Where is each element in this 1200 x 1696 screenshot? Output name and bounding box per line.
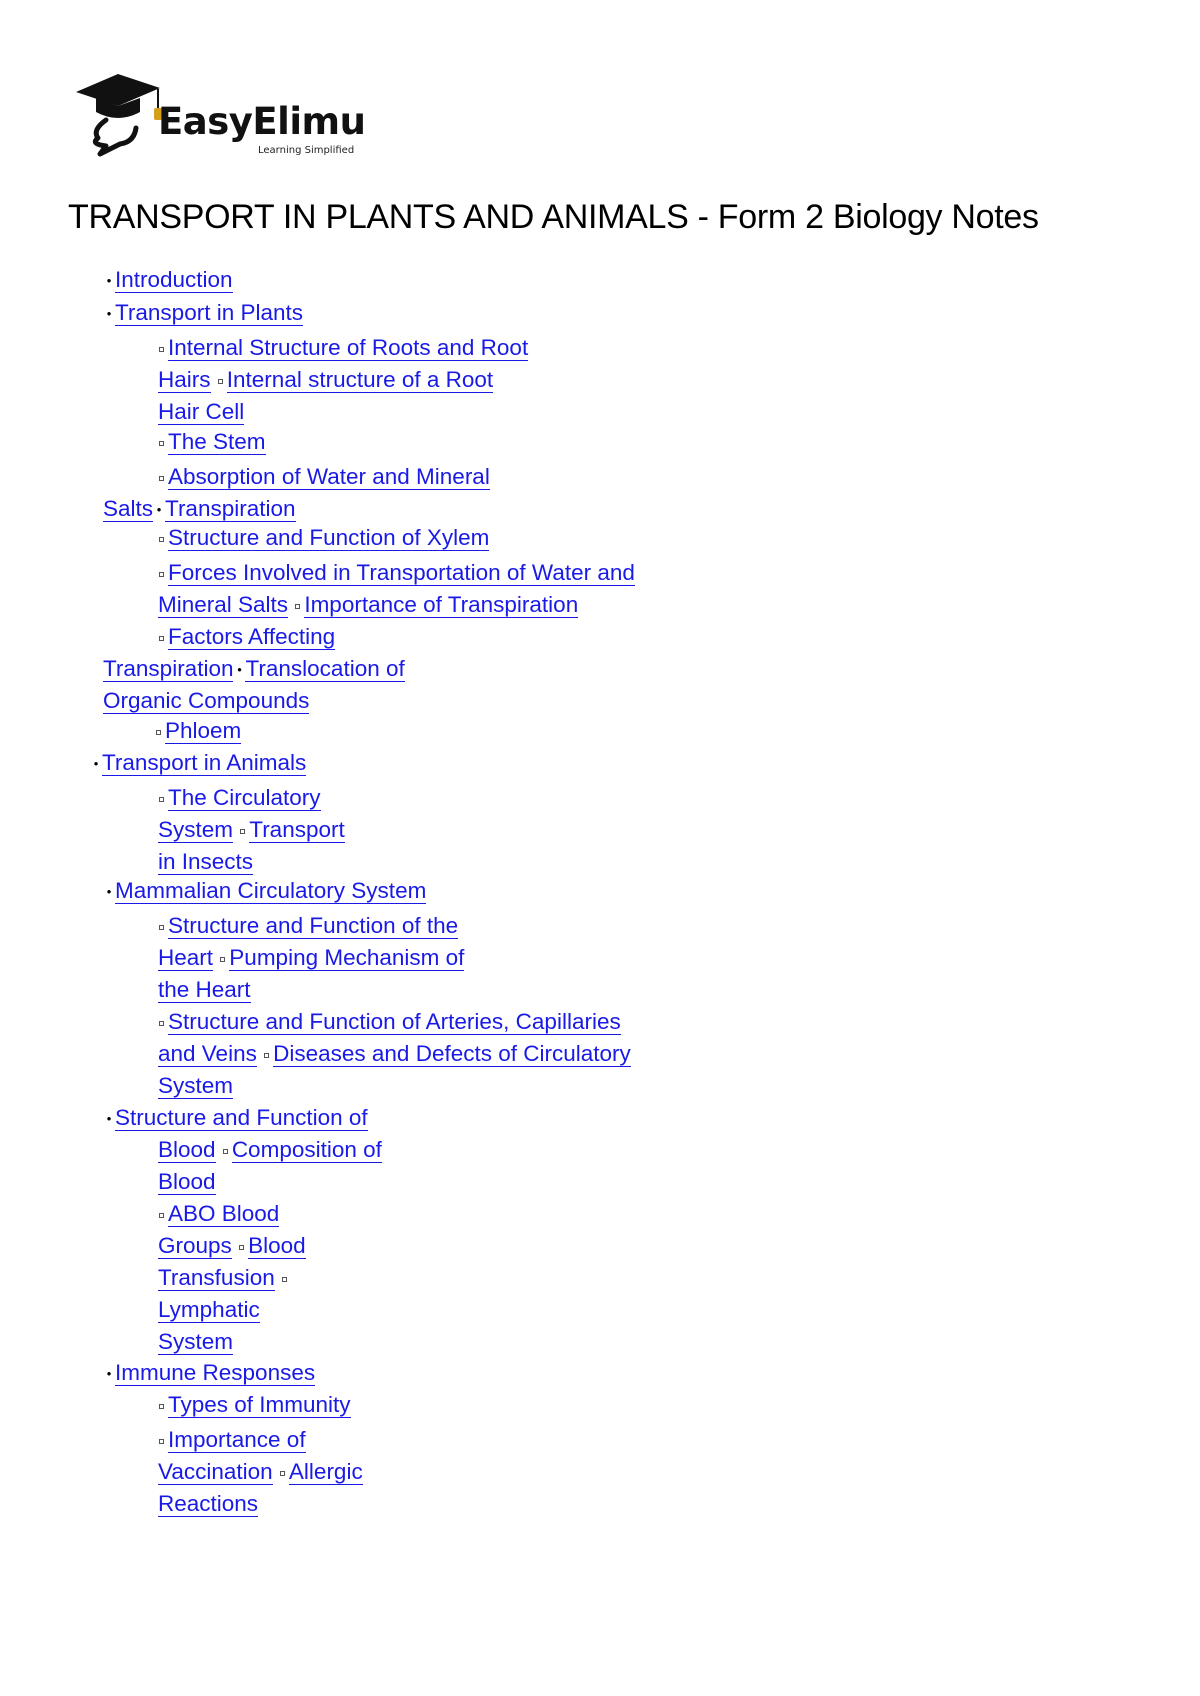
toc-link-phloem[interactable]: Phloem bbox=[165, 718, 242, 743]
toc-link-the-stem[interactable]: The Stem bbox=[168, 429, 266, 454]
toc-line bbox=[158, 1390, 351, 1420]
toc-link-importance-transpiration[interactable]: Importance of Transpiration bbox=[304, 592, 579, 617]
toc-line bbox=[158, 975, 251, 1005]
toc-line bbox=[158, 427, 266, 457]
toc-line bbox=[158, 847, 253, 877]
toc-line bbox=[158, 815, 345, 845]
toc-link-lymphatic-system[interactable]: Lymphatic bbox=[158, 1297, 260, 1322]
toc-link-translocation[interactable]: Translocation of bbox=[245, 656, 405, 681]
toc-link-absorption[interactable]: Salts bbox=[103, 496, 154, 521]
square-bullet-icon bbox=[239, 1245, 244, 1250]
toc-line bbox=[158, 333, 528, 363]
toc-link-transport-in-plants[interactable]: Transport in Plants bbox=[115, 300, 303, 325]
square-bullet-icon bbox=[159, 1021, 164, 1026]
toc-link-transport-insects[interactable]: in Insects bbox=[158, 849, 254, 874]
toc-link-arteries[interactable]: Structure and Function of Arteries, Capillaries bbox=[168, 1009, 621, 1034]
toc-link-absorption[interactable]: Absorption of Water and Mineral bbox=[168, 464, 490, 489]
bullet-icon: • bbox=[156, 502, 162, 517]
brand-name: EasyElimu bbox=[158, 100, 366, 143]
toc-link-transport-in-animals[interactable]: Transport in Animals bbox=[102, 750, 307, 775]
toc-link-vaccination[interactable]: Importance of bbox=[168, 1427, 306, 1452]
toc-line bbox=[158, 1167, 216, 1197]
square-bullet-icon bbox=[159, 441, 164, 446]
toc-line bbox=[103, 1103, 368, 1134]
square-bullet-icon bbox=[295, 604, 300, 609]
square-bullet-icon bbox=[159, 347, 164, 352]
toc-line bbox=[155, 716, 241, 746]
toc-line bbox=[158, 462, 490, 492]
bullet-icon: • bbox=[106, 1111, 112, 1126]
toc-line bbox=[103, 298, 303, 329]
toc-link-arteries[interactable]: and Veins bbox=[158, 1041, 257, 1066]
toc-link-blood[interactable]: Blood bbox=[158, 1137, 216, 1162]
toc-link-factors[interactable]: Transpiration bbox=[103, 656, 234, 681]
toc-line bbox=[158, 1263, 291, 1293]
toc-line bbox=[158, 911, 458, 941]
square-bullet-icon bbox=[156, 730, 161, 735]
square-bullet-icon bbox=[159, 925, 164, 930]
toc-link-lymphatic-system[interactable]: System bbox=[158, 1329, 234, 1354]
square-bullet-icon bbox=[218, 379, 223, 384]
bullet-icon: • bbox=[93, 756, 99, 771]
bullet-icon: • bbox=[237, 662, 242, 677]
bullet-icon: • bbox=[106, 273, 112, 288]
toc-line bbox=[103, 654, 405, 685]
toc-link-blood-transfusion[interactable]: Blood bbox=[248, 1233, 306, 1258]
square-bullet-icon bbox=[280, 1471, 285, 1476]
square-bullet-icon bbox=[264, 1053, 269, 1058]
bullet-icon: • bbox=[106, 306, 112, 321]
toc-link-internal-structure-roots[interactable]: Hairs bbox=[158, 367, 211, 392]
toc-line bbox=[158, 1007, 621, 1037]
square-bullet-icon bbox=[159, 476, 164, 481]
square-bullet-icon bbox=[159, 1213, 164, 1218]
toc-link-heart[interactable]: Heart bbox=[158, 945, 214, 970]
toc-line bbox=[158, 1071, 233, 1101]
toc-line bbox=[158, 590, 578, 620]
square-bullet-icon bbox=[159, 636, 164, 641]
toc-line bbox=[158, 1489, 258, 1519]
toc-line bbox=[158, 1425, 306, 1455]
toc-line bbox=[158, 1457, 363, 1487]
toc-link-blood-transfusion[interactable]: Transfusion bbox=[158, 1265, 275, 1290]
brand-tagline: Learning Simplified bbox=[258, 145, 355, 156]
toc-link-abo-blood-groups[interactable]: Groups bbox=[158, 1233, 232, 1258]
bullet-icon: • bbox=[106, 1366, 112, 1381]
toc-link-abo-blood-groups[interactable]: ABO Blood bbox=[168, 1201, 280, 1226]
toc-link-root-hair-cell[interactable]: Internal structure of a Root bbox=[226, 367, 494, 392]
toc-link-immune-responses[interactable]: Immune Responses bbox=[115, 1360, 316, 1385]
toc-line bbox=[103, 876, 426, 907]
toc-link-blood[interactable]: Structure and Function of bbox=[115, 1105, 368, 1130]
toc-link-translocation[interactable]: Organic Compounds bbox=[103, 688, 310, 713]
bullet-icon: • bbox=[106, 884, 112, 899]
square-bullet-icon bbox=[159, 1404, 164, 1409]
toc-link-forces[interactable]: Forces Involved in Transportation of Water and bbox=[168, 560, 635, 585]
toc-line bbox=[158, 1135, 382, 1165]
toc-link-allergic-reactions[interactable]: Reactions bbox=[158, 1491, 259, 1516]
toc-line bbox=[158, 622, 335, 652]
toc-link-introduction[interactable]: Introduction bbox=[115, 267, 233, 292]
square-bullet-icon bbox=[220, 957, 225, 962]
toc-link-types-of-immunity[interactable]: Types of Immunity bbox=[168, 1392, 351, 1417]
toc-link-composition[interactable]: Composition of bbox=[231, 1137, 382, 1162]
toc-link-forces[interactable]: Mineral Salts bbox=[158, 592, 289, 617]
toc-line bbox=[158, 1295, 260, 1325]
toc-line bbox=[158, 783, 321, 813]
toc-line bbox=[158, 397, 244, 427]
toc-link-transport-insects[interactable]: Transport bbox=[249, 817, 345, 842]
square-bullet-icon bbox=[159, 537, 164, 542]
toc-line bbox=[103, 1358, 315, 1389]
toc-link-factors[interactable]: Factors Affecting bbox=[168, 624, 336, 649]
toc-link-vaccination[interactable]: Vaccination bbox=[158, 1459, 273, 1484]
toc-link-circulatory-system[interactable]: The Circulatory bbox=[168, 785, 321, 810]
toc-link-pumping-mechanism[interactable]: Pumping Mechanism of bbox=[229, 945, 465, 970]
toc-line bbox=[158, 523, 489, 553]
toc-link-mammalian-circulatory[interactable]: Mammalian Circulatory System bbox=[115, 878, 427, 903]
toc-link-diseases[interactable]: System bbox=[158, 1073, 234, 1098]
square-bullet-icon bbox=[240, 829, 245, 834]
toc-link-transpiration[interactable]: Transpiration bbox=[165, 496, 296, 521]
toc-link-circulatory-system[interactable]: System bbox=[158, 817, 234, 842]
toc-link-heart[interactable]: Structure and Function of the bbox=[168, 913, 459, 938]
toc-line bbox=[103, 494, 296, 525]
toc-line bbox=[158, 1327, 233, 1357]
graduation-cap-icon bbox=[76, 74, 162, 154]
toc-line bbox=[158, 943, 464, 973]
square-bullet-icon bbox=[159, 1439, 164, 1444]
toc-line bbox=[158, 1039, 631, 1069]
toc-link-composition[interactable]: Blood bbox=[158, 1169, 216, 1194]
square-bullet-icon bbox=[159, 797, 164, 802]
toc-line bbox=[103, 265, 233, 296]
page-title: TRANSPORT IN PLANTS AND ANIMALS - Form 2 Biology Notes bbox=[68, 198, 1039, 236]
toc-link-internal-structure-roots[interactable]: Internal Structure of Roots and Root bbox=[168, 335, 529, 360]
toc-line bbox=[158, 558, 635, 588]
square-bullet-icon bbox=[223, 1149, 228, 1154]
toc-line bbox=[90, 748, 306, 779]
square-bullet-icon bbox=[159, 572, 164, 577]
square-bullet-icon bbox=[282, 1277, 287, 1282]
toc-line bbox=[158, 1199, 279, 1229]
toc-link-diseases[interactable]: Diseases and Defects of Circulatory bbox=[273, 1041, 631, 1066]
toc-link-xylem[interactable]: Structure and Function of Xylem bbox=[168, 525, 490, 550]
toc-link-pumping-mechanism[interactable]: the Heart bbox=[158, 977, 251, 1002]
toc-line bbox=[158, 1231, 306, 1261]
toc-link-root-hair-cell[interactable]: Hair Cell bbox=[158, 399, 245, 424]
toc-line bbox=[103, 686, 309, 716]
toc-link-allergic-reactions[interactable]: Allergic bbox=[288, 1459, 363, 1484]
toc-line bbox=[158, 365, 493, 395]
